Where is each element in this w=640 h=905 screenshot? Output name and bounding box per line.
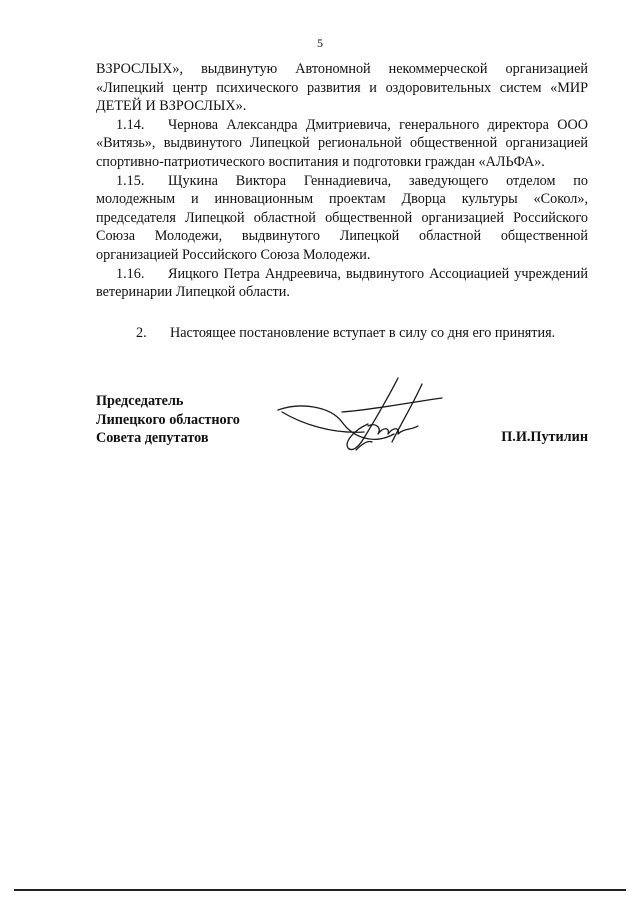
- clause-paragraph: [96, 324, 588, 343]
- continuation-paragraph: ВЗРОСЛЫХ», выдвинутую Автономной некоммерческой организацией «Липецкий центр психического развития и оздоровительных систем «МИР ДЕТЕЙ И ВЗРОСЛЫХ».: [96, 61, 588, 115]
- signatory-title-line: Председатель: [96, 393, 184, 409]
- handwritten-signature: [272, 372, 472, 462]
- item-number: 1.16.: [116, 265, 145, 282]
- item-text: Яицкого Петра Андреевича, выдвинутого Ассоциацией учреждений ветеринарии Липецкой области.: [96, 265, 588, 301]
- item-text: Чернова Александра Дмитриевича, генерального директора ООО «Витязь», выдвинутого Липецкой региональной общественной организацией спортивно-патриотического воспитания и подготовки граждан «АЛЬФА».: [96, 116, 588, 170]
- clause-number: 2.: [136, 324, 147, 341]
- signatory-name: П.И.Путилин: [501, 429, 588, 445]
- bottom-border-line: [14, 889, 626, 891]
- page-number: 5: [317, 36, 323, 50]
- list-item: [96, 265, 588, 302]
- clause-text: Настоящее постановление вступает в силу со дня его принятия.: [170, 324, 556, 341]
- item-number: 1.14.: [116, 116, 145, 133]
- document-body: [96, 60, 588, 342]
- signatory-title-line: Липецкого областного: [96, 411, 240, 428]
- signatory-title-line: Совета депутатов: [96, 430, 209, 447]
- item-number: 1.15.: [116, 172, 145, 189]
- item-text: Щукина Виктора Геннадиевича, заведующего отделом по молодежным и инновационным проектам Дворца культуры «Сокол», председателя Липецкой областной общественной организацией Российского Союза Молодежи, выдвинутого Липецкой областной общественной организацией Российского Союза Молодежи.: [96, 172, 588, 263]
- list-item: [96, 116, 588, 172]
- list-item: [96, 172, 588, 265]
- signatory-title: [96, 392, 240, 448]
